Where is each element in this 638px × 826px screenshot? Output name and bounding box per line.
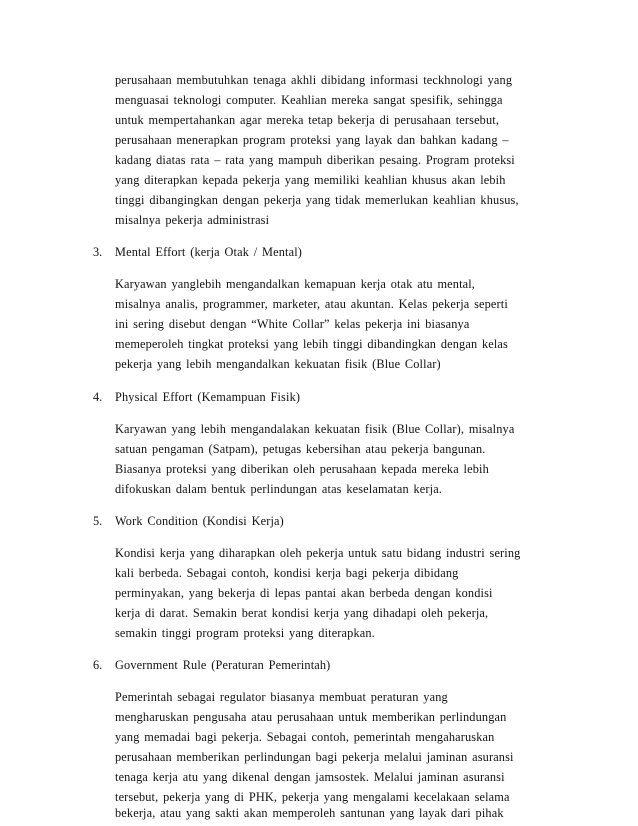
paragraph-line: yang diterapkan kepada pekerja yang memiliki keahlian khusus akan lebih (115, 173, 506, 187)
section-number: 4. (93, 390, 103, 404)
paragraph-line: satuan pengaman (Satpam), petugas kebersihan atau pekerja bangunan. (115, 442, 486, 456)
paragraph-line: misalnya analis, programmer, marketer, atau akuntan. Kelas pekerja seperti (115, 297, 508, 311)
paragraph-line: semakin tinggi program proteksi yang diterapkan. (115, 626, 375, 640)
section-number: 3. (93, 245, 103, 259)
paragraph-line: ini sering disebut dengan “White Collar” kelas pekerja ini biasanya (115, 317, 470, 331)
section-title: Work Condition (Kondisi Kerja) (115, 514, 284, 528)
paragraph-line: perusahaan menerapkan program proteksi yang layak dan bahkan kadang – (115, 133, 509, 147)
section-number: 5. (93, 514, 103, 528)
paragraph-line: perminyakan, yang bekerja di lepas pantai akan berbeda dengan kondisi (115, 586, 493, 600)
paragraph-line: menguasai teknologi computer. Keahlian mereka sangat spesifik, sehingga (115, 93, 503, 107)
paragraph-line: Karyawan yang lebih mengandalakan kekuatan fisik (Blue Collar), misalnya (115, 422, 515, 436)
paragraph-line: misalnya pekerja administrasi (115, 213, 270, 227)
section-title: Mental Effort (kerja Otak / Mental) (115, 245, 303, 259)
paragraph-line: difokuskan dalam bentuk perlindungan atas keselamatan kerja. (115, 482, 443, 496)
paragraph-line: pekerja yang lebih mengandalkan kekuatan fisik (Blue Collar) (115, 357, 441, 371)
section-title: Government Rule (Peraturan Pemerintah) (115, 658, 331, 672)
paragraph-line: perusahaan memberikan perlindungan bagi pekerja melalui jaminan asuransi (115, 750, 514, 764)
paragraph-line: perusahaan membutuhkan tenaga akhli dibidang informasi teckhnologi yang (115, 73, 513, 87)
paragraph-line: Karyawan yanglebih mengandalkan kemapuan kerja otak atu mental, (115, 277, 476, 291)
paragraph-line: bekerja, atau yang sakti akan memperoleh santunan yang layak dari pihak (115, 806, 504, 820)
paragraph-line: memeperoleh tingkat proteksi yang lebih tinggi dibandingkan dengan kelas (115, 337, 508, 351)
paragraph-line: Kondisi kerja yang diharapkan oleh pekerja untuk satu bidang industri sering (115, 546, 521, 560)
paragraph-line: tersebut, pekerja yang di PHK, pekerja yang mengalami kecelakaan selama (115, 790, 510, 804)
paragraph-line: kali berbeda. Sebagai contoh, kondisi kerja bagi pekerja dibidang (115, 566, 459, 580)
paragraph-line: kerja di darat. Semakin berat kondisi kerja yang dihadapi oleh pekerja, (115, 606, 489, 620)
paragraph-line: untuk mempertahankan agar mereka tetap bekerja di perusahaan tersebut, (115, 113, 500, 127)
paragraph-line: kadang diatas rata – rata yang mampuh diberikan pesaing. Program proteksi (115, 153, 515, 167)
section-title: Physical Effort (Kemampuan Fisik) (115, 390, 301, 404)
paragraph-line: Pemerintah sebagai regulator biasanya membuat peraturan yang (115, 690, 448, 704)
paragraph-line: yang memadai bagi pekerja. Sebagai contoh, pemerintah mengaharuskan (115, 730, 495, 744)
paragraph-line: mengharuskan pengusaha atau perusahaan untuk memberikan perlindungan (115, 710, 507, 724)
section-number: 6. (93, 658, 103, 672)
paragraph-line: Biasanya proteksi yang diberikan oleh perusahaan kepada mereka lebih (115, 462, 489, 476)
paragraph-line: tenaga kerja atu yang dikenal dengan jamsostek. Melalui jaminan asuransi (115, 770, 505, 784)
paragraph-line: tinggi dibangingkan dengan pekerja yang tidak memerlukan keahlian khusus, (115, 193, 519, 207)
